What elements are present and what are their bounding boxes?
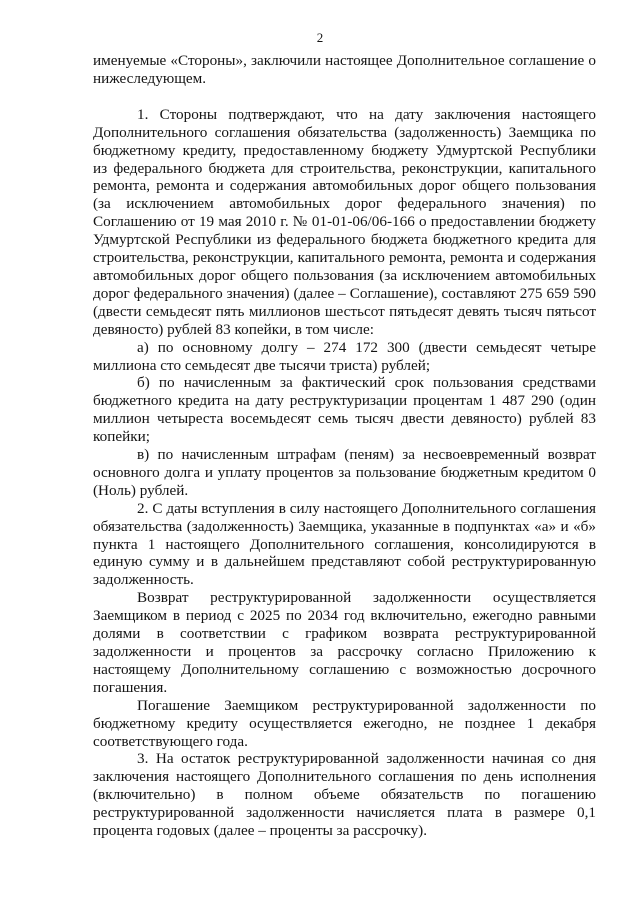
clause-3-paragraph: 3. На остаток реструктурированной задолженности начиная со дня заключения настоящего Дополнительного соглашения по день исполнения (включительно) в полном объеме обязательств по погашению реструктурированной задолженности начисляется плата в размере 0,1 процента годовых (далее – проценты за рассрочку).: [93, 750, 596, 840]
document-body: [93, 52, 596, 840]
repayment-deadline-paragraph: Погашение Заемщиком реструктурированной задолженности по бюджетному кредиту осуществляется ежегодно, не позднее 1 декабря соответствующего года.: [93, 696, 596, 750]
intro-paragraph: именуемые «Стороны», заключили настоящее Дополнительное соглашение о нижеследующем.: [93, 52, 596, 87]
clause-1c-paragraph: в) по начисленным штрафам (пеням) за несвоевременный возврат основного долга и уплату процентов за пользование бюджетным кредитом 0 (Ноль) рублей.: [93, 446, 596, 499]
clause-1b-paragraph: б) по начисленным за фактический срок пользования средствами бюджетного кредита на дату реструктуризации процентам 1 487 290 (один миллион четыреста восемьдесят семь тысяч двести девяносто) рублей 83 копейки;: [93, 374, 596, 446]
page-number: 2: [316, 30, 324, 45]
clause-1-paragraph: 1. Стороны подтверждают, что на дату заключения настоящего Дополнительного соглашения обязательства (задолженность) Заемщика по бюджетному кредиту, предоставленному бюджету Удмуртской Республики из федерального бюджета для строительства, реконструкции, капитального ремонта, ремонта и содержания автомобильных дорог общего пользования (за исключением автомобильных дорог федерального значения) по Соглашению от 19 мая 2010 г. № 01-01-06/06-166 о предоставлении бюджету Удмуртской Республики из федерального бюджета бюджетного кредита для строительства, реконструкции, капитального ремонта, ремонта и содержания автомобильных дорог общего пользования (за исключением автомобильных дорог федерального значения) (далее – Соглашение), составляют 275 659 590 (двести семьдесят пять миллионов шестьсот пятьдесят девять тысяч пятьсот девяносто) рублей 83 копейки, в том числе:: [93, 105, 596, 338]
clause-2-paragraph: 2. С даты вступления в силу настоящего Дополнительного соглашения обязательства (задолженность) Заемщика, указанные в подпунктах «а» и «б» пункта 1 настоящего Дополнительного соглашения, консолидируются в единую сумму и в дальнейшем представляют собой реструктурированную задолженность.: [93, 499, 596, 589]
repayment-paragraph: Возврат реструктурированной задолженности осуществляется Заемщиком в период с 2025 по 2034 год включительно, ежегодно равными долями в соответствии с графиком возврата реструктурированной задолженности и процентов за рассрочку согласно Приложению к настоящему Дополнительному соглашению с возможностью досрочного погашения.: [93, 589, 596, 696]
clause-1a-paragraph: а) по основному долгу – 274 172 300 (двести семьдесят четыре миллиона сто семьдесят две тысячи триста) рублей;: [93, 338, 596, 374]
